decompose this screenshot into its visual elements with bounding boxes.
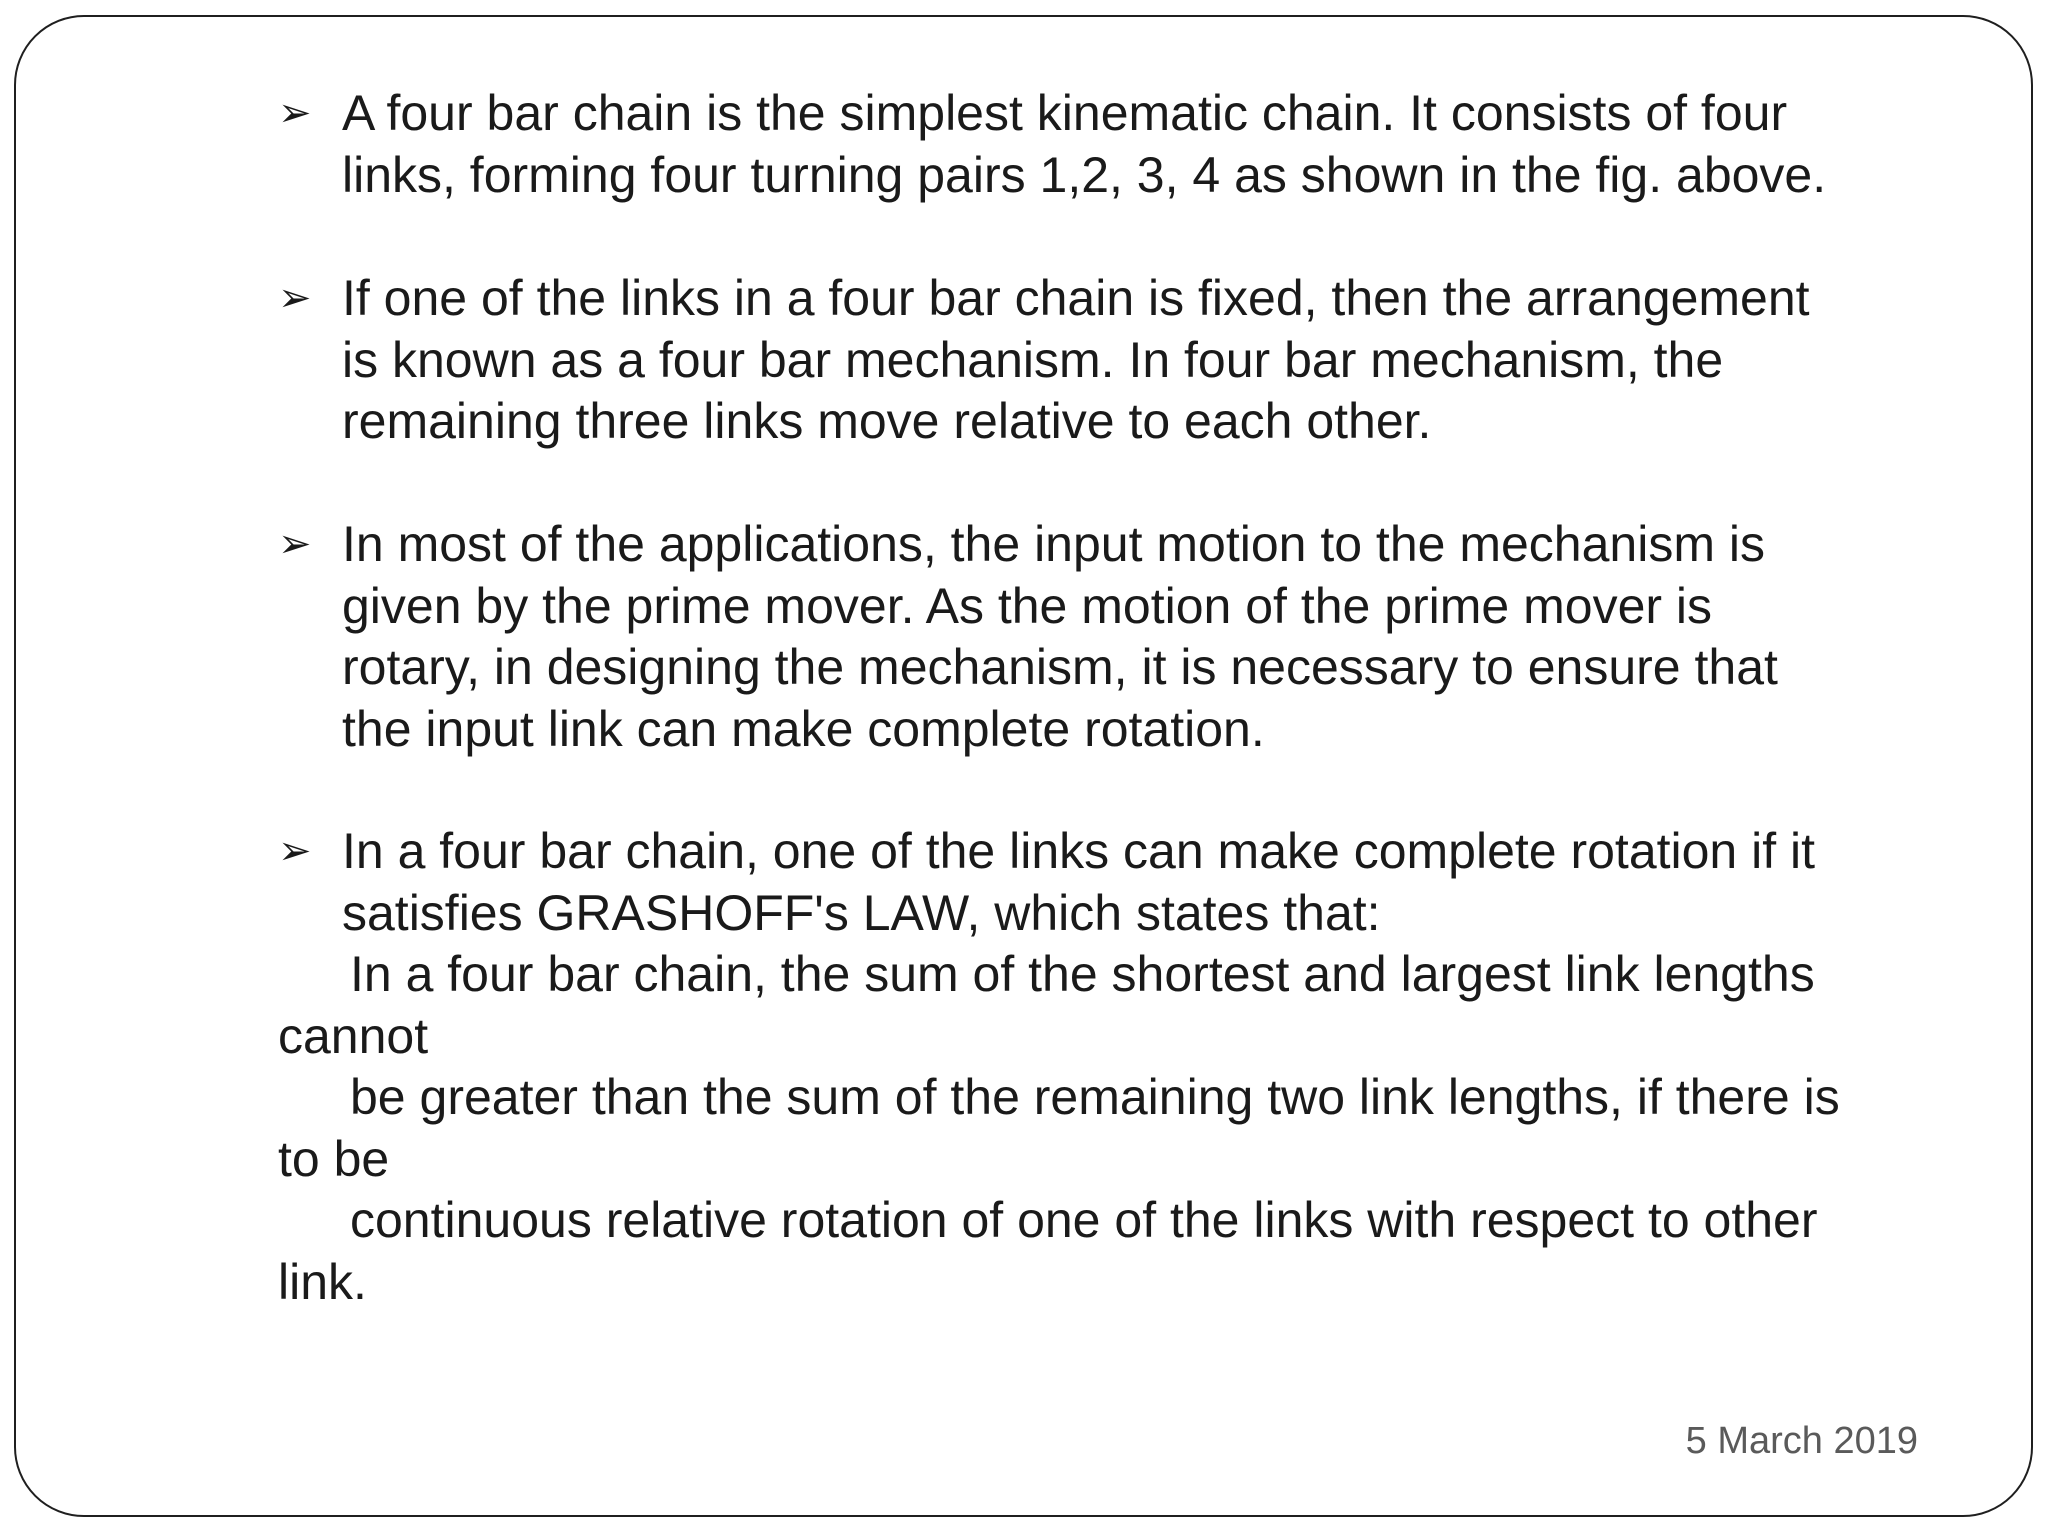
law-line: cannot — [278, 1007, 429, 1064]
bullet-line: the input link can make complete rotation. — [342, 700, 1265, 757]
law-line: to be — [278, 1130, 390, 1187]
law-line: be greater than the sum of the remaining two link lengths, if there is — [350, 1069, 1840, 1125]
bullet-line: A four bar chain is the simplest kinematic chain. It consists of four — [342, 85, 1788, 141]
arrow-bullet-icon: ➢ — [278, 828, 312, 874]
law-line: continuous relative rotation of one of the links with respect to other — [350, 1192, 1818, 1248]
bullet-text — [342, 514, 1922, 760]
grashoff-law-statement — [278, 944, 1958, 1313]
bullet-line: satisfies GRASHOFF's LAW, which states that: — [342, 884, 1381, 941]
arrow-bullet-icon: ➢ — [278, 90, 312, 136]
slide-date: 5 March 2019 — [1685, 1420, 1918, 1462]
arrow-bullet-icon: ➢ — [278, 521, 312, 567]
bullet-line: remaining three links move relative to each other. — [342, 393, 1432, 449]
bullet-text — [342, 268, 1922, 453]
bullet-line: If one of the links in a four bar chain is fixed, then the arrangement — [342, 270, 1810, 326]
bullet-text — [342, 821, 1922, 944]
law-line: link. — [278, 1253, 367, 1310]
bullet-line: links, forming four turning pairs 1,2, 3, 4 as shown in the fig. above. — [342, 146, 1827, 203]
bullet-text — [342, 83, 1922, 206]
bullet-line: In most of the applications, the input motion to the mechanism is — [342, 516, 1765, 572]
bullet-line: rotary, in designing the mechanism, it is necessary to ensure that — [342, 639, 1778, 695]
law-line: In a four bar chain, the sum of the shortest and largest link lengths — [350, 946, 1815, 1002]
arrow-bullet-icon: ➢ — [278, 275, 312, 321]
bullet-line: is known as a four bar mechanism. In four bar mechanism, the — [342, 331, 1724, 388]
bullet-line: In a four bar chain, one of the links can make complete rotation if it — [342, 823, 1816, 879]
bullet-line: given by the prime mover. As the motion of the prime mover is — [342, 577, 1713, 634]
